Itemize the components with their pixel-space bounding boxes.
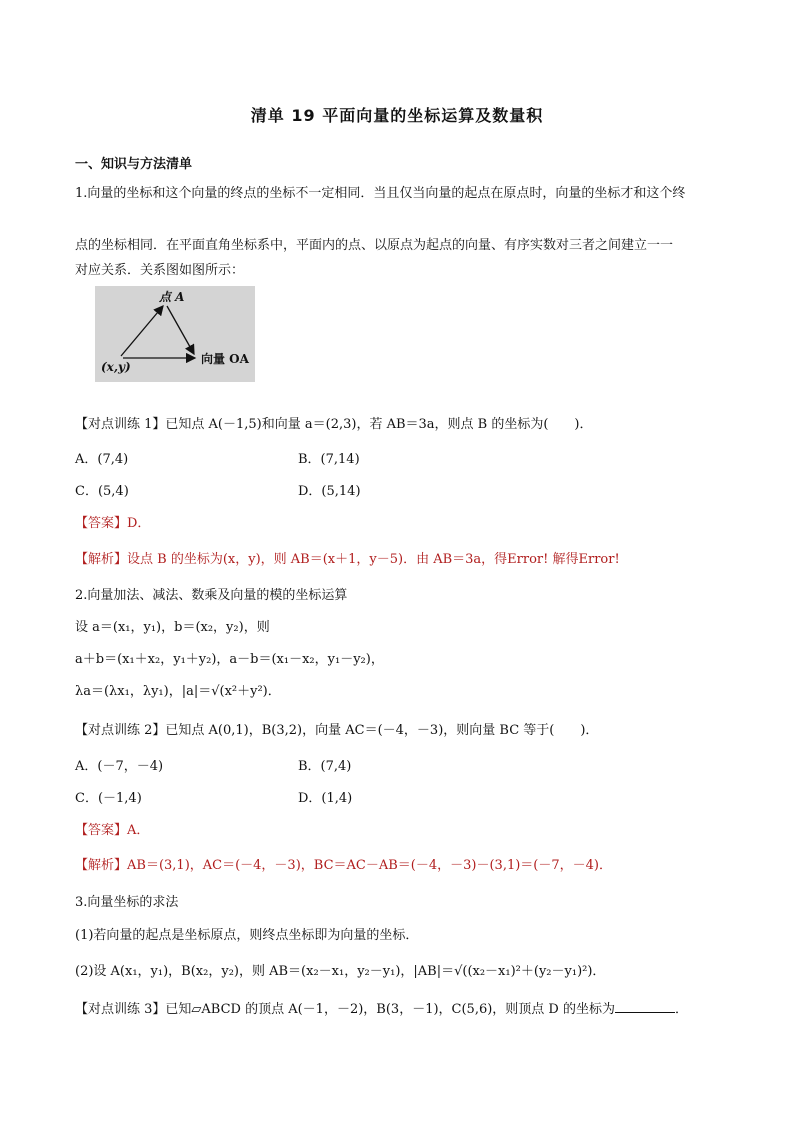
ex2-answer: 【答案】A． [75, 823, 150, 838]
item2-title: 2.向量加法、减法、数乘及向量的模的坐标运算 [75, 588, 348, 603]
point-a-label: 点 A [159, 290, 185, 304]
vector-oa-label: 向量 OA [201, 352, 249, 366]
answer-blank [615, 1000, 675, 1013]
ex3-end-period: ． [674, 1002, 688, 1017]
coord-label: (x,y) [101, 360, 131, 374]
ex3-question-line [75, 998, 688, 1017]
ex1-option-d: D．(5,14) [298, 484, 361, 499]
ex1-option-b: B．(7,14) [298, 452, 360, 467]
item3-line1: (1)若向量的起点是坐标原点，则终点坐标即为向量的坐标． [75, 928, 419, 943]
item2-line1: 设 a＝(x₁，y₁)，b＝(x₂，y₂)，则 [75, 620, 270, 635]
ex2-option-d: D．(1,4) [298, 791, 353, 806]
item1-line3: 对应关系．关系图如图所示： [75, 263, 245, 278]
section-heading: 一、知识与方法清单 [75, 157, 193, 172]
ex1-analysis: 【解析】设点 B 的坐标为(x，y)，则 AB＝(x＋1，y－5)．由 AB＝3a，得Error! 解得Error! [75, 552, 620, 567]
ex2-analysis: 【解析】AB＝(3,1)，AC＝(－4，－3)，BC＝AC－AB＝(－4，－3)－(3,1)＝(－7，－4)． [75, 858, 612, 873]
relation-figure [95, 286, 255, 382]
ex1-answer: 【答案】D． [75, 516, 151, 531]
item1-line2: 点的坐标相同．在平面直角坐标系中，平面内的点、以原点为起点的向量、有序实数对三者之间建立一一 [75, 238, 674, 253]
ex3-question: 【对点训练 3】已知▱ABCD 的顶点 A(－1，－2)，B(3，－1)，C(5,6)，则顶点 D 的坐标为 [75, 1002, 615, 1017]
ex1-option-c: C．(5,4) [75, 484, 129, 499]
ex2-question: 【对点训练 2】已知点 A(0,1)，B(3,2)，向量 AC＝(－4，－3)，则向量 BC 等于( )． [75, 723, 599, 738]
item3-line2: (2)设 A(x₁，y₁)，B(x₂，y₂)，则 AB＝(x₂－x₁，y₂－y₁)，|AB|＝√((x₂－x₁)²＋(y₂－y₁)²)． [75, 964, 606, 979]
page-title: 清单 19 平面向量的坐标运算及数量积 [250, 106, 544, 125]
item3-title: 3.向量坐标的求法 [75, 895, 179, 910]
ex1-option-a: A．(7,4) [75, 452, 129, 467]
item1-line1: 1.向量的坐标和这个向量的终点的坐标不一定相同．当且仅当向量的起点在原点时，向量的坐标才和这个终 [75, 186, 686, 201]
item2-line2: a＋b＝(x₁＋x₂，y₁＋y₂)，a－b＝(x₁－x₂，y₁－y₂)， [75, 652, 384, 667]
ex2-option-a: A．(－7，－4) [75, 759, 164, 774]
ex2-option-b: B．(7,4) [298, 759, 352, 774]
item2-line3: λa＝(λx₁，λy₁)，|a|＝√(x²＋y²)． [75, 684, 281, 699]
ex1-question: 【对点训练 1】已知点 A(－1,5)和向量 a＝(2,3)，若 AB＝3a，则点 B 的坐标为( )． [75, 417, 593, 432]
ex2-option-c: C．(－1,4) [75, 791, 142, 806]
